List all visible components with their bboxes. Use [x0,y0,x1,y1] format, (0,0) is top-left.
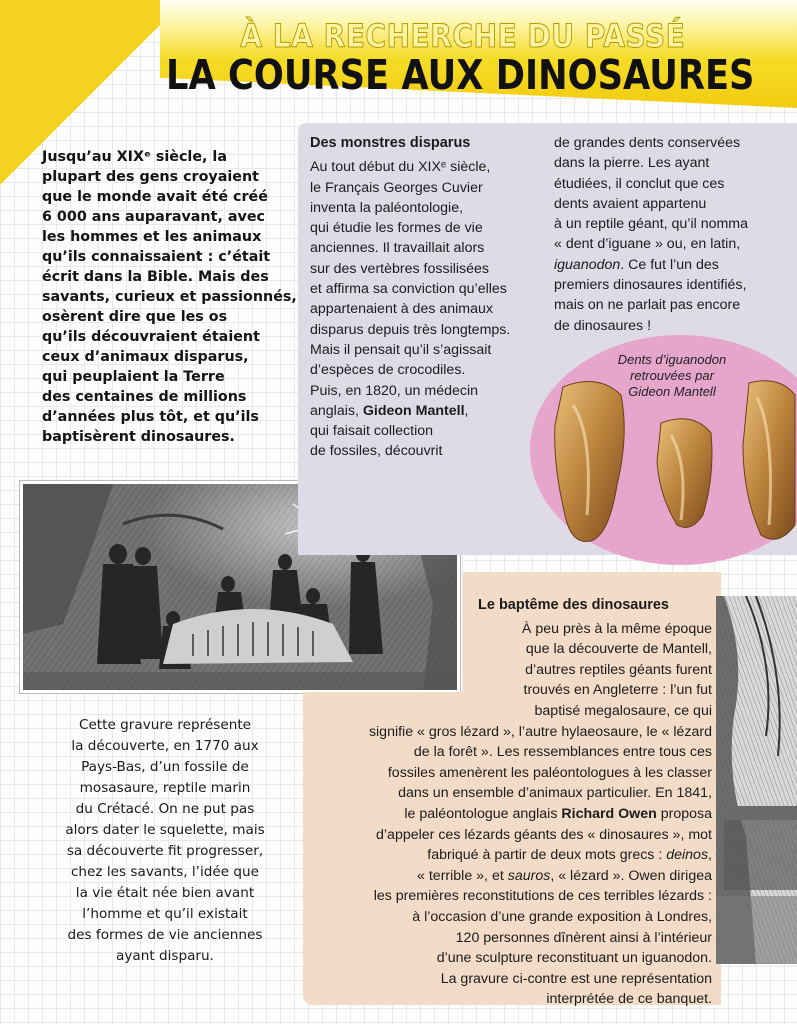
text-line: étudiées, il conclut que ces [554,175,725,192]
text-line: qui faisait collection [310,423,434,440]
text-line [310,401,550,421]
caption-line: la vie était née bien avant [75,885,255,901]
text-line: de fossiles, découvrit [310,443,443,460]
text-line: de dinosaures ! [554,317,652,334]
monstres-column-1 [310,133,550,462]
term-sauros: sauros [507,867,551,884]
intro-line: qui peuplaient la Terre [42,369,225,385]
text-line: de grandes dents conservées [554,135,741,151]
tooth-1 [555,382,624,542]
text-line: dents avaient appartenu [554,195,707,212]
text-fragment: . Ce fut l’un des [620,256,719,273]
text-line: d’appeler ces lézards géants des « dinosaures », mot [376,826,712,843]
banquet-engraving-illustration [716,596,797,964]
caption-line: Gideon Mantell [628,384,716,399]
caption-line: des formes de vie anciennes [67,927,263,943]
intro-line: écrit dans la Bible. Mais des [42,269,269,285]
caption-line: Pays-Bas, d’un fossile de [81,759,249,775]
text-line: appartenaient à des animaux [310,301,493,318]
term-deinos: deinos [666,847,709,864]
text-line: interprétée de ce banquet. [546,991,712,1008]
intro-line: Jusqu’au XIXᵉ siècle, la [42,149,227,165]
name-owen: Richard Owen [561,805,657,822]
section-heading: Des monstres disparus [310,135,471,151]
text-line: à l’occasion d’une grande exposition à Londres, [412,908,712,925]
text-line: fossiles amenèrent les paléontologues à les classer [387,764,712,781]
caption-line: mosasaure, reptile marin [79,780,251,796]
text-line: qui étudie les formes de vie [310,220,483,237]
intro-line: osèrent dire que les os [42,309,228,325]
text-line: baptisé megalosaure, ce qui [534,702,712,719]
text-line: À peu près à la même époque [521,620,712,637]
text-line [312,866,712,887]
text-line: 120 personnes dînèrent ainsi à l’intérieur [455,929,712,946]
text-fragment: le paléontologue anglais [404,805,562,822]
text-line: les premières reconstitutions de ces terribles lézards : [373,888,712,905]
text-line: Puis, en 1820, un médecin [310,382,478,399]
intro-paragraph [42,147,297,447]
iguanodon-teeth-illustration [543,375,797,550]
section-kicker: À LA RECHERCHE DU PASSÉ [240,17,686,55]
intro-line: 6 000 ans auparavant, avec [42,209,265,225]
text-line [312,845,712,866]
caption-line: Cette gravure représente [78,717,252,733]
caption-line: Dents d’iguanodon [617,352,727,367]
text-line: trouvés en Angleterre : l’un fut [523,682,712,699]
intro-line: les hommes et les animaux [42,229,262,245]
intro-line: ceux d’animaux disparus, [42,349,249,365]
intro-line: d’années plus tôt, et qu’ils [42,409,259,425]
text-line: dans la pierre. Les ayant [554,155,710,172]
text-line: d’une sculpture reconstituant un iguanodon. [436,950,712,967]
text-fragment: anglais, [310,402,363,419]
text-line: à un reptile géant, qu’il nomma [554,216,749,233]
text-fragment: , « lézard ». Owen dirigea [550,867,712,884]
intro-line: savants, curieux et passionnés, [42,289,297,305]
intro-line: baptisèrent dinosaures. [42,429,235,445]
text-line: signifie « gros lézard », l’autre hylaeosaure, le « lézard [368,723,712,740]
text-line [312,804,712,825]
intro-line: que le monde avait été créé [42,189,268,205]
intro-line: des centaines de millions [42,389,247,405]
text-line: disparus depuis très longtemps. [310,321,511,338]
tooth-2 [657,419,712,528]
section-heading: Le baptême des dinosaures [478,597,669,613]
name-mantell: Gideon Mantell [362,402,465,419]
text-line: d’espèces de crocodiles. [310,362,466,379]
text-line: mais on ne parlait pas encore [554,297,741,314]
text-line: inventa la paléontologie, [310,199,464,216]
page-title: LA COURSE AUX DINOSAURES [166,51,755,99]
text-line: Au tout début du XIXᵉ siècle, [310,159,491,176]
text-line: sur des vertèbres fossilisées [310,260,489,277]
text-line: La gravure ci-contre est une représentation [440,970,712,987]
caption-line: chez les savants, l’idée que [70,864,260,880]
monstres-column-2 [554,133,784,336]
text-line: dans un ensemble d’animaux particulier. En 1841, [398,785,712,802]
text-fragment: , [708,847,712,864]
caption-line: alors dater le squelette, mais [65,822,265,838]
text-line: « dent d’iguane » ou, en latin, [554,236,741,253]
text-line: anciennes. Il travaillait alors [310,240,485,257]
text-line: Mais il pensait qu’il s’agissait [310,341,492,358]
text-fragment: fabriqué à partir de deux mots grecs : [427,847,667,864]
caption-line: du Crétacé. On ne put pas [75,801,255,817]
text-line: le Français Georges Cuvier [310,179,483,196]
text-line: et affirma sa conviction qu’elles [310,281,507,298]
text-line: d’autres reptiles géants furent [525,661,712,678]
intro-line: plupart des gens croyaient [42,169,259,185]
intro-line: qu’ils connaissaient : c’était [42,249,271,265]
text-fragment: « terrible », et [417,867,508,884]
engraving-caption [30,715,300,967]
text-fragment: , [464,402,469,419]
text-line [554,255,784,275]
text-line: de la forêt ». Les ressemblances entre tous ces [413,744,712,761]
caption-line: sa découverte fit progresser, [66,843,264,859]
intro-line: qu’ils découvraient étaient [42,329,260,345]
text-line: premiers dinosaures identifiés, [554,277,747,294]
text-fragment: proposa [656,805,712,822]
bapteme-text [312,595,712,1010]
caption-line: l’homme et qu’il existait [82,906,248,922]
caption-line: la découverte, en 1770 aux [71,738,259,754]
caption-line: retrouvées par [630,368,714,383]
term-iguanodon: iguanodon [554,256,621,273]
text-line: que la découverte de Mantell, [525,641,712,658]
caption-line: ayant disparu. [116,948,214,964]
